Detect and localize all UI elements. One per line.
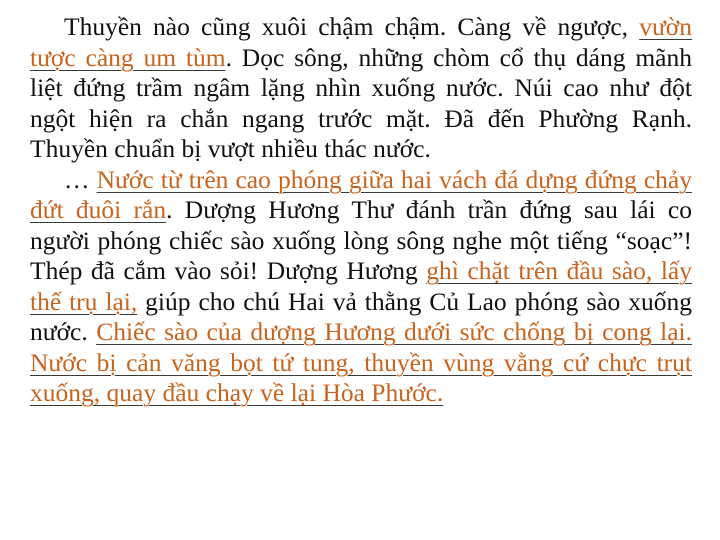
paragraph-2-highlight-3: Chiếc sào của dượng Hương dưới sức chống bị cong lại. (96, 317, 692, 346)
paragraph-2-highlight-2: ghì chặt trên đầu sào, lấy thế trụ lại, (30, 256, 692, 316)
paragraph-2-text-1: … (64, 164, 97, 194)
paragraph-2-text-3: giúp cho chú Hai vả thằng Củ Lao phóng sào xuống nước. (30, 286, 693, 346)
paragraph-2 (30, 165, 692, 409)
paragraph-1-highlight-1: vườn tược càng um tùm (30, 12, 692, 72)
paragraph-2-highlight-1: Nước từ trên cao phóng giữa hai vách đá dựng đứng chảy đứt đuôi rắn (30, 164, 693, 224)
document-body (30, 12, 692, 409)
paragraph-2-text-2: . Dượng Hương Thư đánh trần đứng sau lái co người phóng chiếc sào xuống lòng sông nghe một tiếng “soạc”! Thép đã cắm vào sỏi! Dượng Hương (30, 195, 692, 285)
paragraph-1 (30, 12, 692, 165)
paragraph-2-highlight-4: Nước bị cản văng bọt tứ tung, thuyền vùng vằng cứ chực trụt xuống, quay đầu chạy về lại Hòa Phước. (30, 347, 692, 407)
paragraph-1-text-2: . Dọc sông, những chòm cổ thụ dáng mãnh liệt đứng trầm ngâm lặng nhìn xuống nước. Núi cao như đột ngột hiện ra chắn ngang trước mặt. Đã đến Phường Rạnh. Thuyền chuẩn bị vượt nhiều thác nước. (30, 42, 692, 163)
paragraph-1-text-1: Thuyền nào cũng xuôi chậm chậm. Càng về ngược, (64, 12, 640, 41)
